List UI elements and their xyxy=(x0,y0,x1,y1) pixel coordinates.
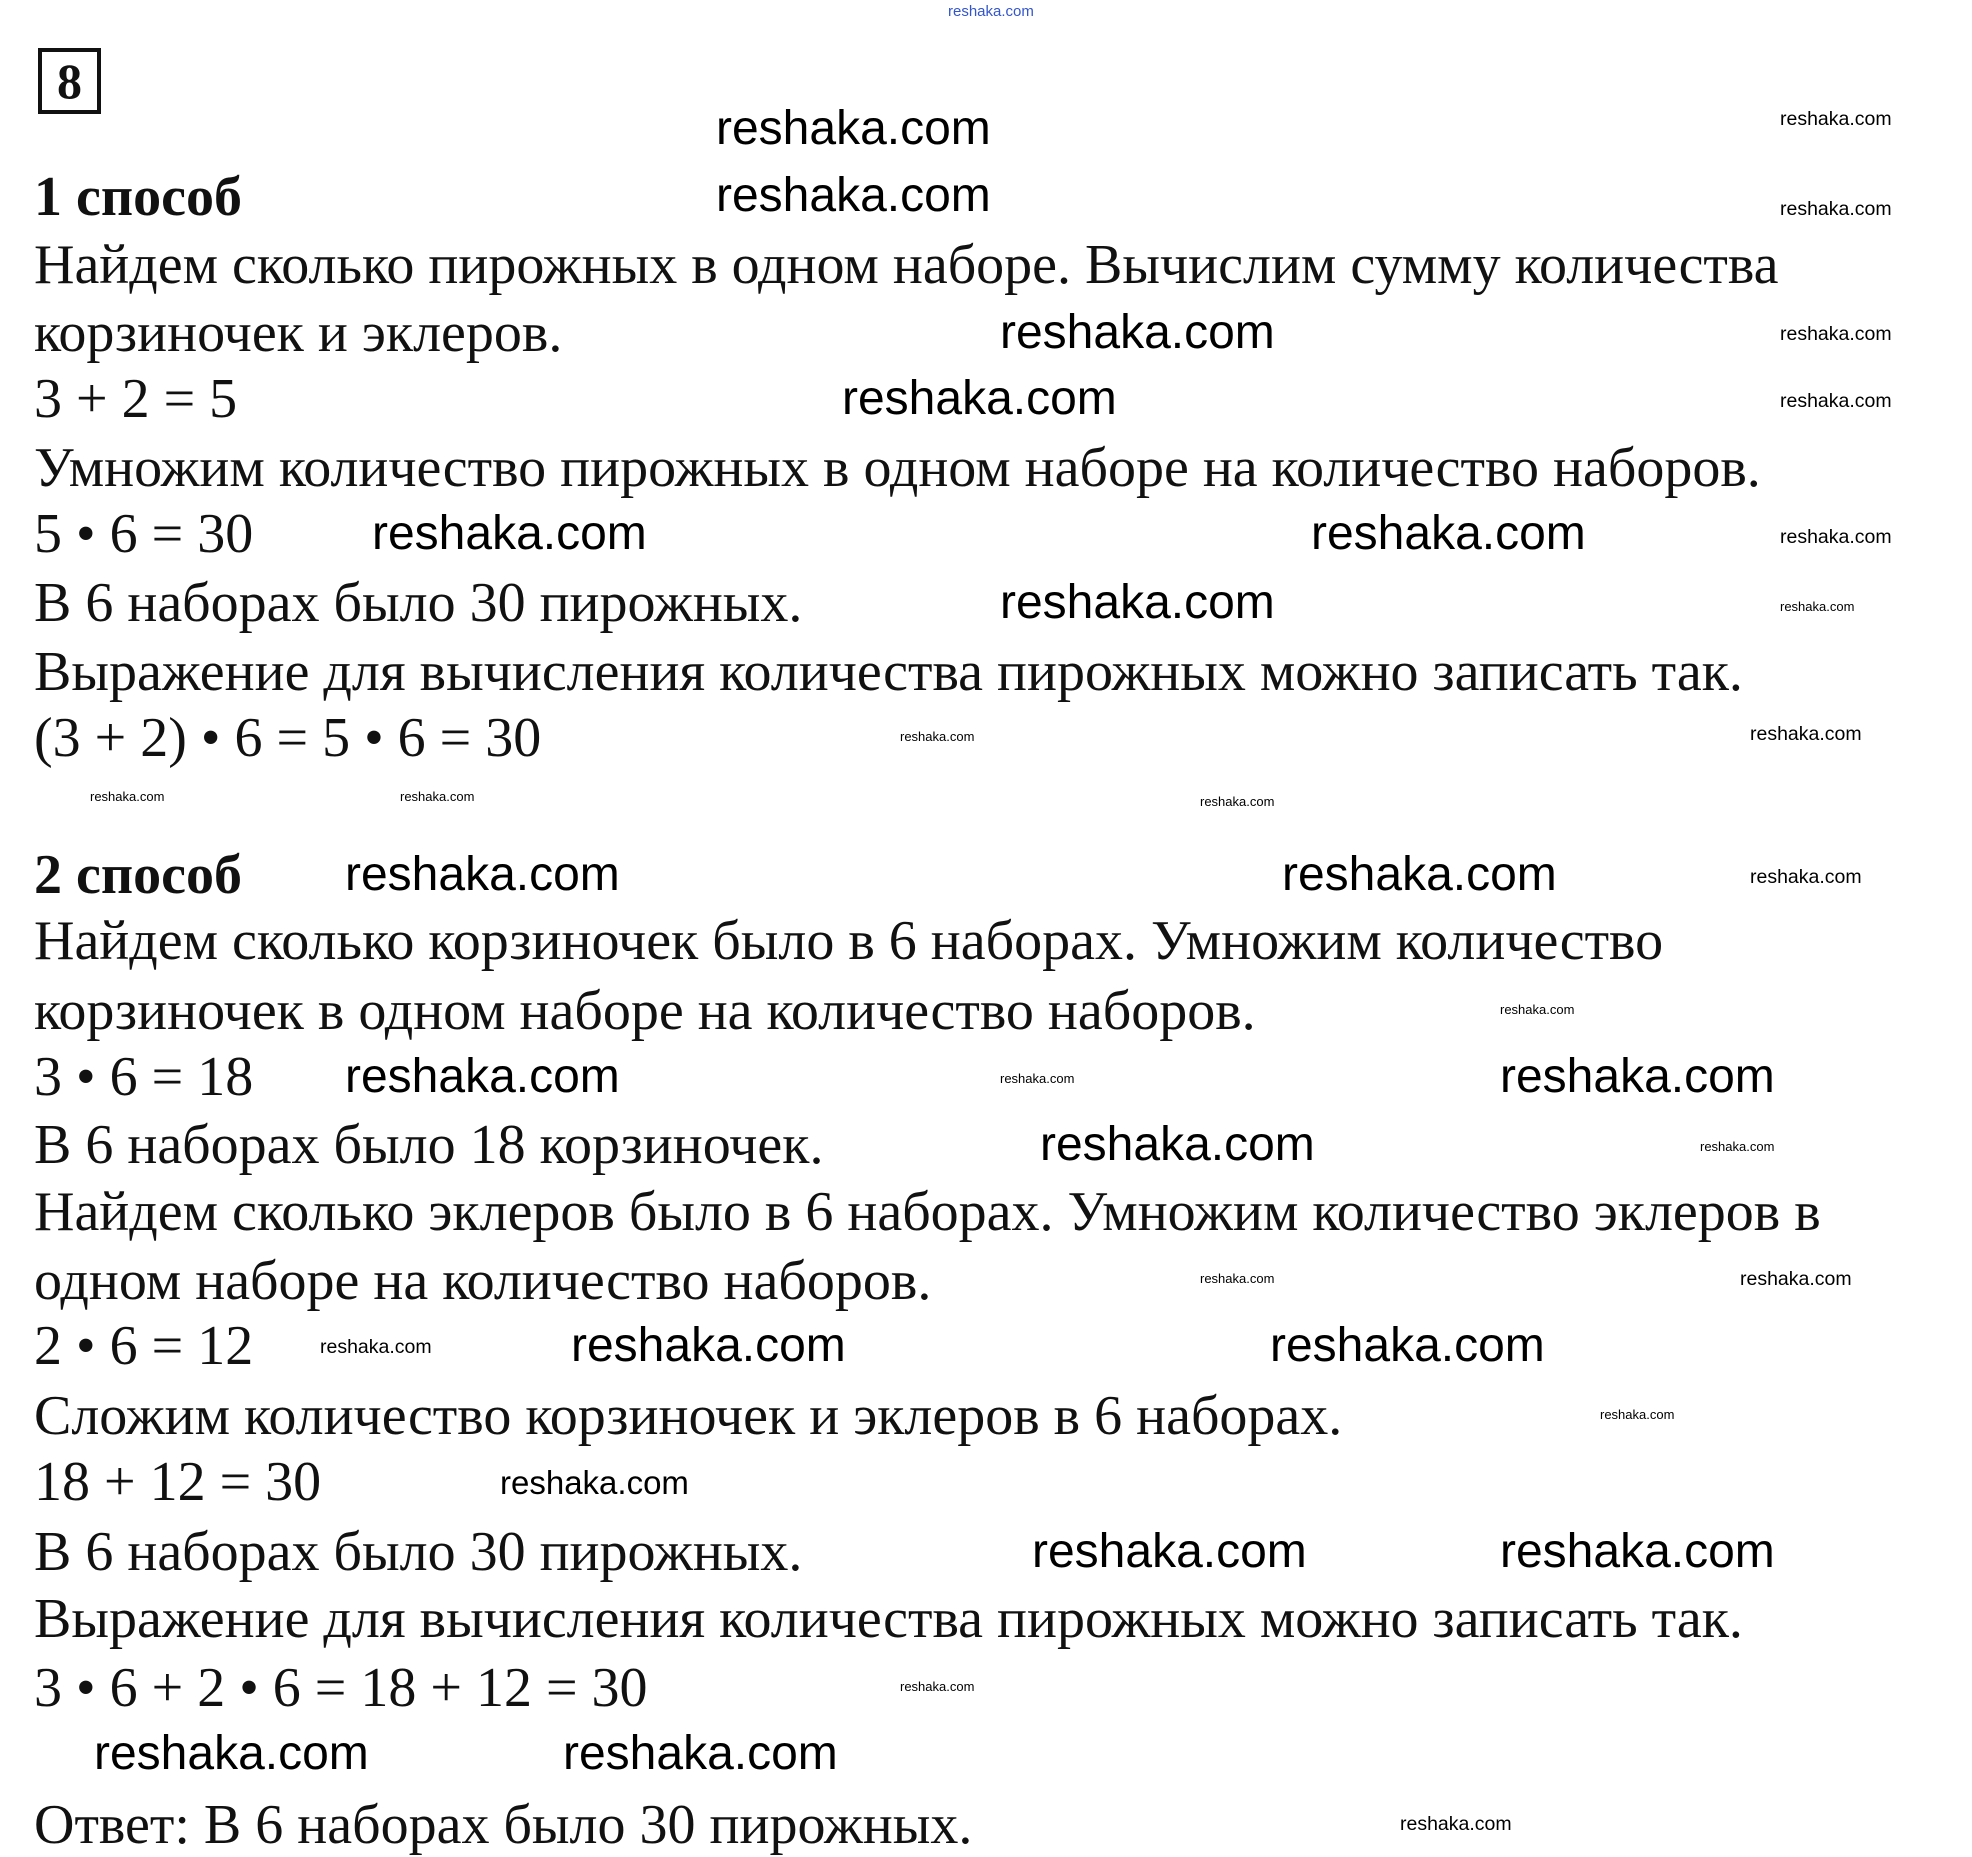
method2-line: Найдем сколько корзиночек было в 6 наборах. Умножим количество xyxy=(34,910,1664,972)
method1-line: Найдем сколько пирожных в одном наборе. Вычислим сумму количества xyxy=(34,234,1779,296)
watermark: reshaka.com xyxy=(716,102,991,155)
watermark: reshaka.com xyxy=(1500,1050,1775,1103)
method2-line: 3 • 6 = 18 xyxy=(34,1046,254,1108)
watermark: reshaka.com xyxy=(1400,1813,1512,1835)
watermark: reshaka.com xyxy=(400,789,475,804)
watermark: reshaka.com xyxy=(1780,323,1892,345)
watermark: reshaka.com xyxy=(1700,1139,1775,1154)
watermark: reshaka.com xyxy=(1000,1071,1075,1086)
method2-line: Выражение для вычисления количества пирожных можно записать так. xyxy=(34,1588,1743,1650)
watermark: reshaka.com xyxy=(94,1727,369,1780)
watermark: reshaka.com xyxy=(1311,507,1586,560)
method2-line: В 6 наборах было 30 пирожных. xyxy=(34,1521,803,1583)
watermark: reshaka.com xyxy=(563,1727,838,1780)
method2-heading: 2 способ xyxy=(34,844,242,906)
watermark: reshaka.com xyxy=(1200,1271,1275,1286)
watermark: reshaka.com xyxy=(1780,108,1892,130)
watermark: reshaka.com xyxy=(948,3,1034,20)
method1-line: (3 + 2) • 6 = 5 • 6 = 30 xyxy=(34,707,542,769)
method1-line: В 6 наборах было 30 пирожных. xyxy=(34,572,803,634)
method2-line: 3 • 6 + 2 • 6 = 18 + 12 = 30 xyxy=(34,1657,648,1719)
watermark: reshaka.com xyxy=(1780,526,1892,548)
method1-heading: 1 способ xyxy=(34,166,242,228)
method2-line: Сложим количество корзиночек и эклеров в 6 наборах. xyxy=(34,1385,1343,1447)
method2-line: В 6 наборах было 18 корзиночек. xyxy=(34,1114,824,1176)
watermark: reshaka.com xyxy=(345,1050,620,1103)
watermark: reshaka.com xyxy=(1500,1525,1775,1578)
watermark: reshaka.com xyxy=(90,789,165,804)
watermark: reshaka.com xyxy=(842,372,1117,425)
watermark: reshaka.com xyxy=(1780,198,1892,220)
watermark: reshaka.com xyxy=(1000,576,1275,629)
method2-line: 18 + 12 = 30 xyxy=(34,1451,322,1513)
method2-line: Найдем сколько эклеров было в 6 наборах. Умножим количество эклеров в xyxy=(34,1181,1821,1243)
method1-line: Выражение для вычисления количества пирожных можно записать так. xyxy=(34,641,1743,703)
watermark: reshaka.com xyxy=(900,1679,975,1694)
watermark: reshaka.com xyxy=(500,1464,689,1501)
watermark: reshaka.com xyxy=(1200,794,1275,809)
method1-line: Умножим количество пирожных в одном наборе на количество наборов. xyxy=(34,437,1761,499)
method2-line: 2 • 6 = 12 xyxy=(34,1315,254,1377)
watermark: reshaka.com xyxy=(1500,1002,1575,1017)
watermark: reshaka.com xyxy=(1780,390,1892,412)
method1-line: корзиночек и эклеров. xyxy=(34,302,563,364)
watermark: reshaka.com xyxy=(571,1319,846,1372)
watermark: reshaka.com xyxy=(1040,1118,1315,1171)
watermark: reshaka.com xyxy=(1282,848,1557,901)
answer-line: Ответ: В 6 наборах было 30 пирожных. xyxy=(34,1794,973,1856)
watermark: reshaka.com xyxy=(1270,1319,1545,1372)
watermark: reshaka.com xyxy=(1740,1268,1852,1290)
watermark: reshaka.com xyxy=(1000,306,1275,359)
method2-line: одном наборе на количество наборов. xyxy=(34,1250,932,1312)
watermark: reshaka.com xyxy=(1780,599,1855,614)
watermark: reshaka.com xyxy=(1750,723,1862,745)
watermark: reshaka.com xyxy=(1750,866,1862,888)
watermark: reshaka.com xyxy=(716,169,991,222)
watermark: reshaka.com xyxy=(1032,1525,1307,1578)
task-number-box: 8 xyxy=(38,48,101,114)
watermark: reshaka.com xyxy=(1600,1407,1675,1422)
watermark: reshaka.com xyxy=(320,1336,432,1358)
watermark: reshaka.com xyxy=(900,729,975,744)
method1-line: 5 • 6 = 30 xyxy=(34,503,254,565)
method1-line: 3 + 2 = 5 xyxy=(34,368,238,430)
method2-line: корзиночек в одном наборе на количество наборов. xyxy=(34,980,1256,1042)
watermark: reshaka.com xyxy=(372,507,647,560)
watermark: reshaka.com xyxy=(345,848,620,901)
